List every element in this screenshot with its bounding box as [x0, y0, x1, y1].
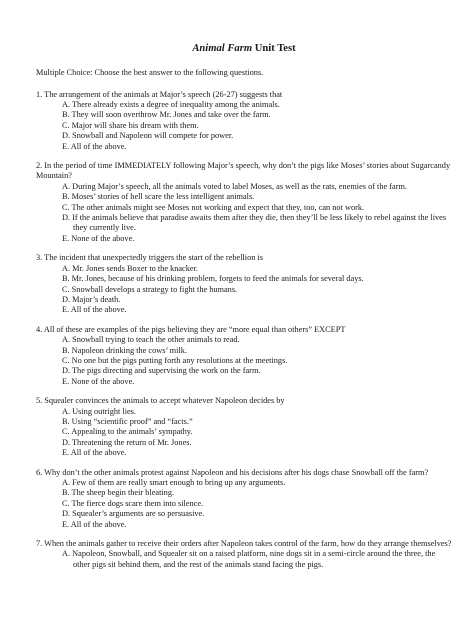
answer-option: A. Few of them are really smart enough to bring up any arguments. — [62, 478, 286, 487]
answer-option: B. The sheep begin their bleating. — [62, 488, 175, 498]
answer-option: A. During Major’s speech, all the animals voted to label Moses, as well as the rats, enemies of the farm. — [62, 181, 407, 191]
question-list — [36, 90, 452, 571]
answer-option: D. If the animals believe that paradise awaits them after they die, then they’ll be less likely to rebel against the lives they currently live. — [62, 213, 447, 233]
answer-options — [36, 549, 452, 570]
question-text: 3. The incident that unexpectedly triggers the start of the rebellion is — [36, 253, 264, 263]
question-3 — [36, 253, 452, 315]
answer-options — [36, 407, 452, 459]
answer-option: B. Moses’ stories of hell scare the less intelligent animals. — [62, 192, 255, 202]
question-4 — [36, 325, 452, 387]
answer-option: C. The fierce dogs scare them into silence. — [62, 498, 204, 508]
title-suffix: Unit Test — [252, 43, 296, 54]
answer-option: E. All of the above. — [62, 141, 127, 151]
answer-option: A. Snowball trying to teach the other animals to read. — [62, 335, 240, 345]
question-5 — [36, 396, 452, 458]
answer-option: B. They will soon overthrow Mr. Jones and take over the farm. — [62, 110, 271, 120]
answer-options — [36, 264, 452, 316]
question-1 — [36, 90, 452, 152]
answer-option: D. The pigs directing and supervising the work on the farm. — [62, 366, 261, 376]
answer-option: A. Mr. Jones sends Boxer to the knacker. — [62, 263, 198, 273]
page-title — [36, 42, 452, 55]
answer-option: A. Napoleon, Snowball, and Squealer sit on a raised platform, nine dogs sit in a semi-circle around the three, the other pigs sit behind them, and the rest of the animals stand facing the pigs. — [62, 549, 436, 569]
answer-option: C. No one but the pigs putting forth any resolutions at the meetings. — [62, 355, 288, 365]
answer-option: E. All of the above. — [62, 448, 127, 458]
answer-option: D. Threatening the return of Mr. Jones. — [62, 437, 192, 447]
answer-option: E. None of the above. — [62, 233, 135, 243]
question-text: 6. Why don’t the other animals protest against Napoleon and his decisions after his dogs chase Snowball off the farm? — [36, 467, 429, 477]
answer-option: C. Major will share his dream with them. — [62, 120, 199, 130]
answer-option: A. Using outright lies. — [62, 406, 136, 416]
answer-option: B. Using “scientific proof” and “facts.” — [62, 416, 193, 426]
answer-options — [36, 335, 452, 387]
answer-option: A. There already exists a degree of inequality among the animals. — [62, 100, 280, 109]
question-text: 1. The arrangement of the animals at Major’s speech (26-27) suggests that — [36, 89, 283, 99]
instructions: Multiple Choice: Choose the best answer to the following questions. — [36, 68, 264, 77]
question-text: 7. When the animals gather to receive their orders after Napoleon takes control of the farm, how do they arrange themselves? — [36, 539, 452, 549]
answer-option: D. Snowball and Napoleon will compete for power. — [62, 131, 234, 141]
question-6 — [36, 468, 452, 530]
answer-option: E. None of the above. — [62, 376, 135, 386]
answer-option: C. Appealing to the animals’ sympathy. — [62, 427, 193, 437]
answer-option: C. Snowball develops a strategy to fight the humans. — [62, 284, 238, 294]
answer-option: C. The other animals might see Moses not working and expect that they, too, can not work. — [62, 202, 365, 212]
answer-option: E. All of the above. — [62, 305, 127, 315]
answer-option: B. Napoleon drinking the cows’ milk. — [62, 345, 187, 355]
answer-options — [36, 182, 452, 244]
question-text: 4. All of these are examples of the pigs believing they are “more equal than others” EXCEPT — [36, 324, 346, 334]
answer-options — [36, 100, 452, 152]
answer-option: D. Major’s death. — [62, 294, 121, 304]
question-text: 2. In the period of time IMMEDIATELY following Major’s speech, why don’t the pigs like Moses’ stories about Sugarcandy Mountain? — [36, 161, 451, 181]
question-2 — [36, 161, 452, 244]
question-7 — [36, 539, 452, 570]
answer-option: B. Mr. Jones, because of his drinking problem, forgets to feed the animals for several days. — [62, 274, 364, 284]
title-book-name: Animal Farm — [192, 43, 253, 54]
answer-option: D. Squealer’s arguments are so persuasive. — [62, 509, 205, 519]
answer-options — [36, 478, 452, 530]
answer-option: E. All of the above. — [62, 519, 127, 529]
question-text: 5. Squealer convinces the animals to accept whatever Napoleon decides by — [36, 396, 285, 406]
